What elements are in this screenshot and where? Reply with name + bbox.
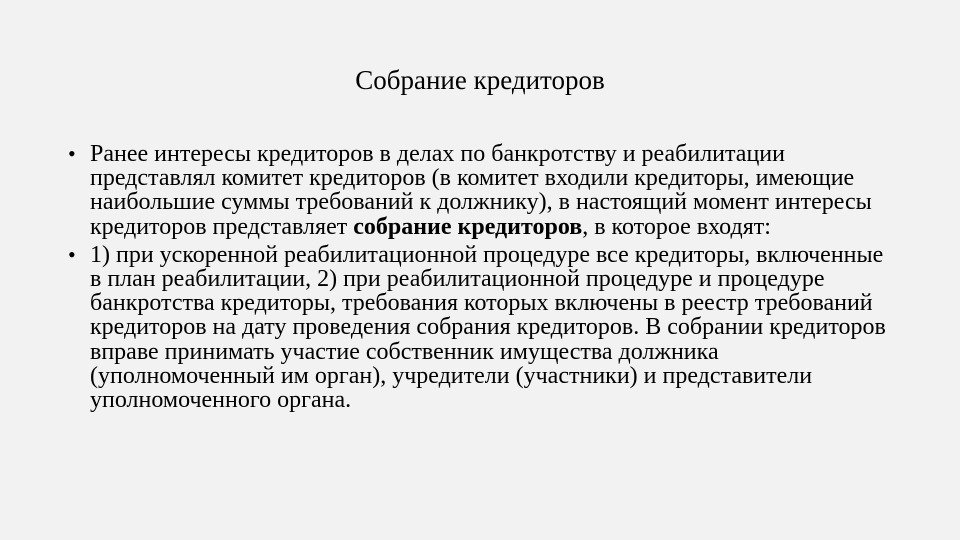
- bullet-marker: •: [68, 141, 76, 166]
- slide-title: Собрание кредиторов: [355, 65, 605, 95]
- bullet-marker: •: [68, 241, 76, 267]
- bullet-item-1: [68, 142, 900, 239]
- bullet-item-2: [68, 243, 900, 412]
- bullet-text: 1) при ускоренной реабилитационной процедуре все кредиторы, включенные в план реабилитации, 2) при реабилитационной процедуре и процедуре банкротства кредиторы, требования которых включены в реестр требований кредиторов на дату проведения собрания кредиторов. В собрании кредиторов вправе принимать участие собственник имущества должника (уполномоченный им орган), учредители (участники) и представители уполномоченного органа.: [90, 241, 886, 414]
- bullet-text-tail: , в которое входят:: [582, 213, 771, 240]
- bullet-bold-text: собрание кредиторов: [353, 213, 583, 240]
- bullet-list: [68, 142, 900, 416]
- bullet-text: Ранее интересы кредиторов в делах по банкротству и реабилитации представлял комитет кредиторов (в комитет входили кредиторы, имеющие наибольшие суммы требований к должнику), в настоящий момент интересы кредиторов представляет: [90, 141, 872, 240]
